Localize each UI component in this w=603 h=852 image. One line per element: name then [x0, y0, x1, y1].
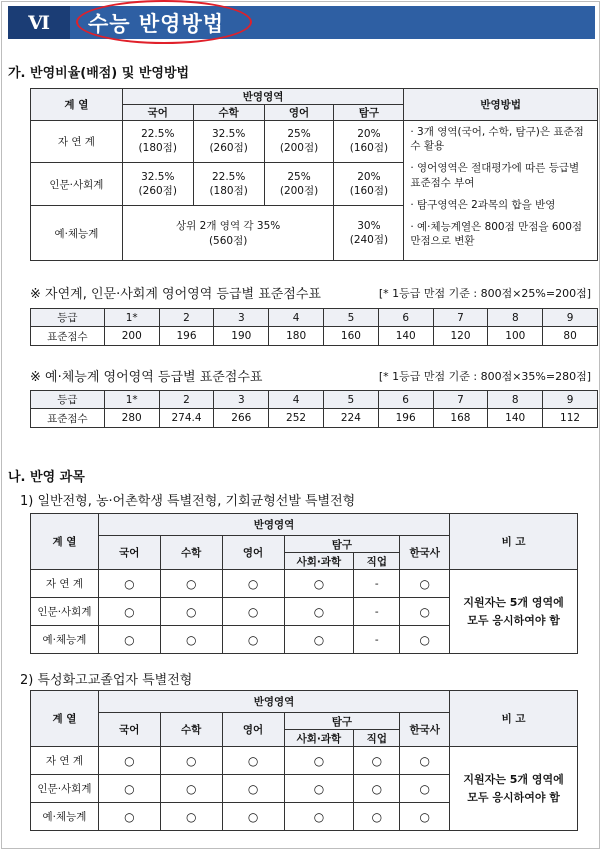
grade-cell: 9: [543, 391, 598, 409]
value-cell: 25% (200점): [264, 163, 334, 205]
row-name: 인문·사회계: [31, 598, 99, 626]
arts-inquiry-cell: 30% (240점): [334, 205, 404, 260]
score-cell: 190: [214, 327, 269, 346]
not-applicable-mark: -: [354, 626, 400, 654]
grade-cell: 1*: [104, 391, 159, 409]
included-mark: ○: [160, 598, 222, 626]
highlight-ellipse: [76, 0, 252, 44]
eng1-note: [* 1등급 만점 기준 : 800점×25%=200점]: [378, 287, 591, 300]
col-gyeyeol: 계 열: [31, 514, 99, 570]
grade-cell: 5: [324, 309, 379, 327]
score-cell: 100: [488, 327, 543, 346]
included-mark: ○: [160, 626, 222, 654]
eng2-note: [* 1등급 만점 기준 : 800점×35%=280점]: [378, 370, 591, 383]
included-mark: ○: [160, 747, 222, 775]
inquiry-header: 탐구: [284, 536, 400, 553]
grade-cell: 8: [488, 391, 543, 409]
included-mark: ○: [284, 626, 354, 654]
arts-merged-cell: 상위 2개 영역 각 35% (560점): [122, 205, 334, 260]
included-mark: ○: [284, 570, 354, 598]
value-cell: 22.5% (180점): [193, 163, 264, 205]
eng2-title: ※ 예·체능계 영어영역 등급별 표준점수표: [30, 370, 263, 385]
grade-cell: 3: [214, 309, 269, 327]
score-cell: 196: [159, 327, 214, 346]
included-mark: ○: [222, 803, 284, 831]
score-cell: 140: [488, 409, 543, 428]
grade-label: 등급: [31, 309, 105, 327]
not-applicable-mark: -: [354, 598, 400, 626]
included-mark: ○: [400, 598, 450, 626]
grade-cell: 5: [323, 391, 378, 409]
value-cell: 22.5% (180점): [122, 121, 193, 163]
included-mark: ○: [160, 775, 222, 803]
inquiry-header: 탐구: [284, 713, 400, 730]
remark-cell: 지원자는 5개 영역에 모두 응시하여야 함: [450, 747, 578, 831]
score-cell: 274.4: [159, 409, 214, 428]
value-cell: 25% (200점): [264, 121, 334, 163]
col-gyeyeol: 계 열: [31, 691, 99, 747]
included-mark: ○: [400, 626, 450, 654]
sub2-title: 2) 특성화고교졸업자 특별전형: [20, 673, 193, 688]
included-mark: ○: [222, 598, 284, 626]
eng1-table: [30, 308, 598, 346]
included-mark: ○: [284, 747, 354, 775]
included-mark: ○: [400, 775, 450, 803]
subject-header: 국어: [98, 536, 160, 570]
subject-header: 수학: [160, 536, 222, 570]
included-mark: ○: [222, 626, 284, 654]
row-name: 자 연 계: [31, 747, 99, 775]
col-method: 반영방법: [404, 89, 598, 121]
grade-cell: 4: [269, 309, 324, 327]
method-item: · 예·체능계열은 800점 만점을 600점 만점으로 변환: [410, 220, 583, 248]
history-header: 한국사: [400, 713, 450, 747]
included-mark: ○: [354, 803, 400, 831]
score-cell: 180: [269, 327, 324, 346]
included-mark: ○: [400, 803, 450, 831]
score-cell: 140: [378, 327, 433, 346]
included-mark: ○: [98, 803, 160, 831]
included-mark: ○: [160, 803, 222, 831]
row-name: 인문·사회계: [31, 163, 123, 205]
row-name: 예·체능계: [31, 205, 123, 260]
subject-header: 국어: [98, 713, 160, 747]
grade-label: 등급: [31, 391, 105, 409]
score-cell: 112: [543, 409, 598, 428]
included-mark: ○: [284, 803, 354, 831]
score-cell: 252: [269, 409, 324, 428]
method-item: · 탐구영역은 2과목의 합을 반영: [410, 198, 556, 211]
score-cell: 266: [214, 409, 269, 428]
grade-cell: 2: [159, 391, 214, 409]
sub1-title: 1) 일반전형, 농·어촌학생 특별전형, 기회균형선발 특별전형: [20, 494, 356, 509]
included-mark: ○: [98, 570, 160, 598]
history-header: 한국사: [400, 536, 450, 570]
method-item: · 영어영역은 절대평가에 따른 등급별 표준점수 부여: [410, 162, 580, 189]
inquiry-vocational: 직업: [354, 553, 400, 570]
row-name: 인문·사회계: [31, 775, 99, 803]
subject-inquiry: 탐구: [334, 105, 404, 121]
subject-header: 수학: [160, 713, 222, 747]
included-mark: ○: [98, 626, 160, 654]
ratio-table: [30, 88, 598, 261]
col-area: 반영영역: [98, 514, 449, 536]
chapter-number: Ⅵ: [8, 6, 70, 39]
included-mark: ○: [222, 570, 284, 598]
included-mark: ○: [354, 747, 400, 775]
eng1-title: ※ 자연계, 인문·사회계 영어영역 등급별 표준점수표: [30, 287, 321, 302]
section-na-title: 나. 반영 과목: [8, 470, 85, 485]
score-label: 표준점수: [31, 327, 105, 346]
subjects-table-1: [30, 513, 578, 654]
included-mark: ○: [98, 747, 160, 775]
subject-math: 수학: [193, 105, 264, 121]
value-cell: 20% (160점): [334, 121, 404, 163]
value-cell: 20% (160점): [334, 163, 404, 205]
subject-header: 영어: [222, 713, 284, 747]
col-remark: 비 고: [450, 691, 578, 747]
included-mark: ○: [98, 775, 160, 803]
eng2-table: [30, 390, 598, 428]
included-mark: ○: [284, 598, 354, 626]
grade-cell: 1*: [104, 309, 159, 327]
col-remark: 비 고: [450, 514, 578, 570]
score-cell: 168: [433, 409, 488, 428]
row-name: 자 연 계: [31, 570, 99, 598]
grade-cell: 7: [433, 309, 488, 327]
included-mark: ○: [284, 775, 354, 803]
included-mark: ○: [354, 775, 400, 803]
value-cell: 32.5% (260점): [193, 121, 264, 163]
section-ga-title: 가. 반영비율(배점) 및 반영방법: [8, 66, 190, 81]
score-cell: 120: [433, 327, 488, 346]
grade-cell: 3: [214, 391, 269, 409]
score-cell: 280: [104, 409, 159, 428]
subject-english: 영어: [264, 105, 334, 121]
inquiry-social-science: 사회·과학: [284, 730, 354, 747]
remark-cell: 지원자는 5개 영역에 모두 응시하여야 함: [450, 570, 578, 654]
grade-cell: 4: [269, 391, 324, 409]
included-mark: ○: [160, 570, 222, 598]
included-mark: ○: [400, 747, 450, 775]
score-cell: 160: [324, 327, 379, 346]
subject-header: 영어: [222, 536, 284, 570]
col-area: 반영영역: [122, 89, 404, 105]
row-name: 예·체능계: [31, 626, 99, 654]
score-cell: 196: [378, 409, 433, 428]
included-mark: ○: [222, 775, 284, 803]
grade-cell: 9: [543, 309, 598, 327]
value-cell: 32.5% (260점): [122, 163, 193, 205]
grade-cell: 8: [488, 309, 543, 327]
not-applicable-mark: -: [354, 570, 400, 598]
score-cell: 80: [543, 327, 598, 346]
col-area: 반영영역: [98, 691, 449, 713]
method-item: · 3개 영역(국어, 수학, 탐구)은 표준점수 활용: [410, 126, 584, 153]
included-mark: ○: [222, 747, 284, 775]
score-cell: 200: [104, 327, 159, 346]
col-gyeyeol: 계 열: [31, 89, 123, 121]
score-label: 표준점수: [31, 409, 105, 428]
grade-cell: 6: [378, 391, 433, 409]
grade-cell: 2: [159, 309, 214, 327]
row-name: 자 연 계: [31, 121, 123, 163]
row-name: 예·체능계: [31, 803, 99, 831]
grade-cell: 7: [433, 391, 488, 409]
grade-cell: 6: [378, 309, 433, 327]
inquiry-social-science: 사회·과학: [284, 553, 354, 570]
score-cell: 224: [323, 409, 378, 428]
included-mark: ○: [400, 570, 450, 598]
included-mark: ○: [98, 598, 160, 626]
method-cell: [404, 121, 598, 261]
page-title: 수능 반영방법: [88, 11, 225, 36]
subjects-table-2: [30, 690, 578, 831]
subject-korean: 국어: [122, 105, 193, 121]
inquiry-vocational: 직업: [354, 730, 400, 747]
